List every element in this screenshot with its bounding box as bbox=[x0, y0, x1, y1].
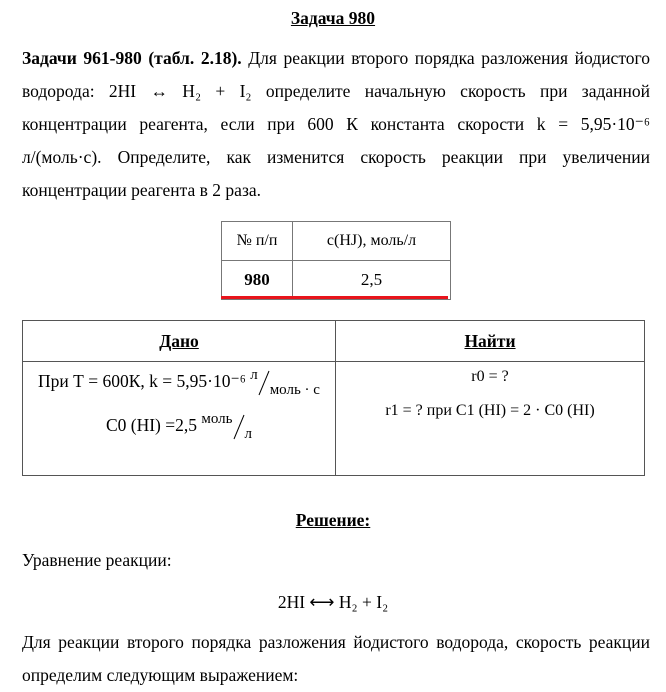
cell-concentration: 2,5 bbox=[293, 261, 451, 300]
c-unit-den: л bbox=[244, 426, 253, 443]
reaction-equation: 2HI ⟷ H₂ + I₂ bbox=[277, 592, 389, 612]
k-value: При Т = 600К, k = 5,95·10⁻⁶ bbox=[38, 371, 246, 392]
c-unit-num: моль bbox=[201, 411, 233, 428]
given-find-table bbox=[22, 320, 645, 476]
problem-text bbox=[22, 42, 650, 207]
find-r1: r1 = ? при C1 (HI) = 2 · C0 (HI) bbox=[385, 402, 595, 419]
find-header: Найти bbox=[336, 321, 645, 362]
cell-number: 980 bbox=[222, 261, 293, 300]
variant-table bbox=[221, 221, 451, 300]
header-number: № п/п bbox=[222, 222, 293, 261]
c-value: C0 (HI) =2,5 bbox=[105, 415, 198, 436]
page-title: Задача 980 bbox=[290, 8, 376, 28]
solution-header: Решение: bbox=[295, 510, 371, 530]
red-underline bbox=[221, 296, 448, 299]
k-unit-num: л bbox=[250, 367, 258, 384]
problem-ref: Задачи 961-980 (табл. 2.18). bbox=[22, 48, 242, 68]
solution-paragraph: Для реакции второго порядка разложения йодистого водорода, скорость реакции определим следующим выражением: bbox=[22, 632, 650, 685]
given-k bbox=[24, 367, 334, 399]
problem-body: Для реакции второго порядка разложения йодистого водорода: 2HI ↔ H₂ + I₂ определите начальную скорость при заданной концентрации реагента, если при 600 К константа скорости k = 5,95·10⁻⁶ л/(моль·с). Определите, как изменится скорость реакции при увеличении концентрации реагента в 2 раза. bbox=[22, 48, 650, 200]
c-unit bbox=[201, 411, 253, 443]
fraction-slash bbox=[233, 414, 245, 440]
given-c bbox=[24, 411, 334, 443]
given-header: Дано bbox=[23, 321, 336, 362]
header-concentration: c(HJ), моль/л bbox=[293, 222, 451, 261]
equation-label: Уравнение реакции: bbox=[22, 550, 172, 570]
fraction-slash bbox=[258, 370, 270, 396]
find-r0: r0 = ? bbox=[471, 368, 509, 385]
k-unit-den: моль · с bbox=[269, 382, 320, 399]
k-unit bbox=[250, 367, 320, 399]
